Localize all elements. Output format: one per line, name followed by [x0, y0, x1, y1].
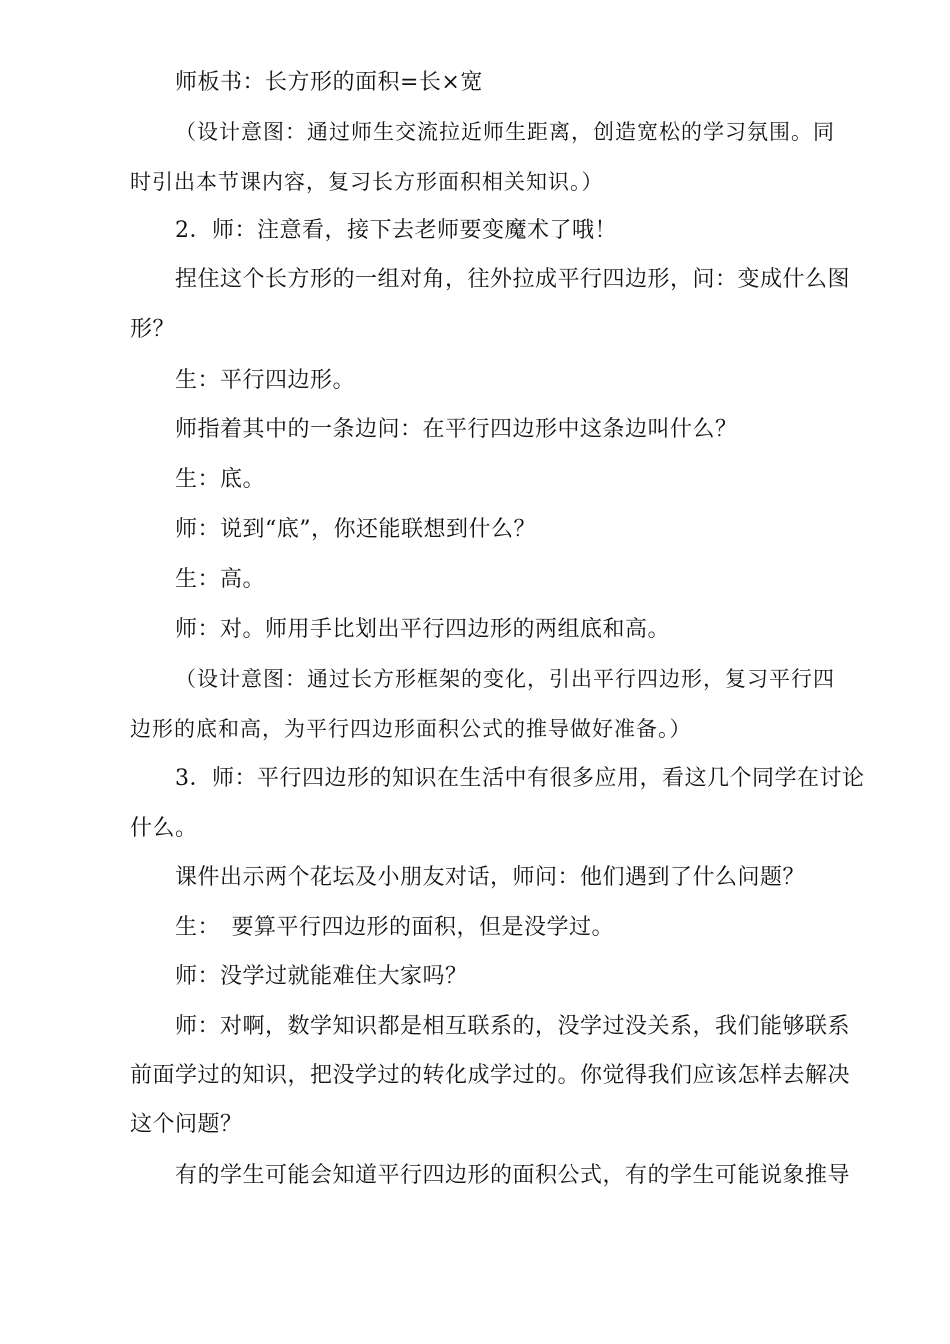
text-line-courseware: 课件出示两个花坛及小朋友对话，师问：他们遇到了什么问题？	[175, 865, 806, 890]
text-line-student-parallelogram: 生：平行四边形。	[175, 368, 356, 393]
text-line-design-intent-1a: （设计意图：通过师生交流拉近师生距离，创造宽松的学习氛围。同	[175, 120, 835, 144]
text-line-design-intent-1b: 时引出本节课内容，复习长方形面积相关知识。）	[130, 170, 604, 194]
text-line-student-problem: 生： 要算平行四边形的面积，但是没学过。	[175, 915, 615, 940]
text-line-teacher-gesture: 师：对。师用手比划出平行四边形的两组底和高。	[175, 617, 671, 642]
text-line-board-note: 师板书：长方形的面积=长×宽	[175, 70, 483, 95]
text-line-pinch-corners: 捏住这个长方形的一组对角，往外拉成平行四边形，问：变成什么图	[175, 267, 851, 292]
text-line-design-intent-2a: （设计意图：通过长方形框架的变化，引出平行四边形，复习平行四	[175, 667, 835, 691]
text-line-question: 这个问题？	[130, 1112, 243, 1137]
text-line-student-methods: 有的学生可能会知道平行四边形的面积公式，有的学生可能说象推导	[175, 1163, 851, 1188]
text-line-teacher-edge-question: 师指着其中的一条边问：在平行四边形中这条边叫什么？	[175, 417, 738, 442]
text-line-design-intent-2b: 边形的底和高，为平行四边形面积公式的推导做好准备。）	[130, 717, 692, 741]
text-line-student-height: 生：高。	[175, 567, 266, 592]
text-line-discuss: 什么。	[130, 816, 198, 841]
text-line-step-2: 2．师：注意看，接下去老师要变魔术了哦！	[175, 218, 617, 243]
text-line-student-base: 生：底。	[175, 467, 266, 492]
text-line-teacher-explain-2: 前面学过的知识，把没学过的转化成学过的。你觉得我们应该怎样去解决	[130, 1063, 851, 1088]
text-line-teacher-explain-1: 师：对啊，数学知识都是相互联系的，没学过没关系，我们能够联系	[175, 1014, 851, 1039]
text-line-teacher-base-question: 师：说到“底”，你还能联想到什么？	[175, 517, 536, 542]
text-line-shape: 形？	[130, 317, 176, 342]
text-line-step-3: 3．师：平行四边形的知识在生活中有很多应用，看这几个同学在讨论	[175, 766, 865, 791]
text-line-teacher-challenge: 师：没学过就能难住大家吗？	[175, 964, 468, 989]
